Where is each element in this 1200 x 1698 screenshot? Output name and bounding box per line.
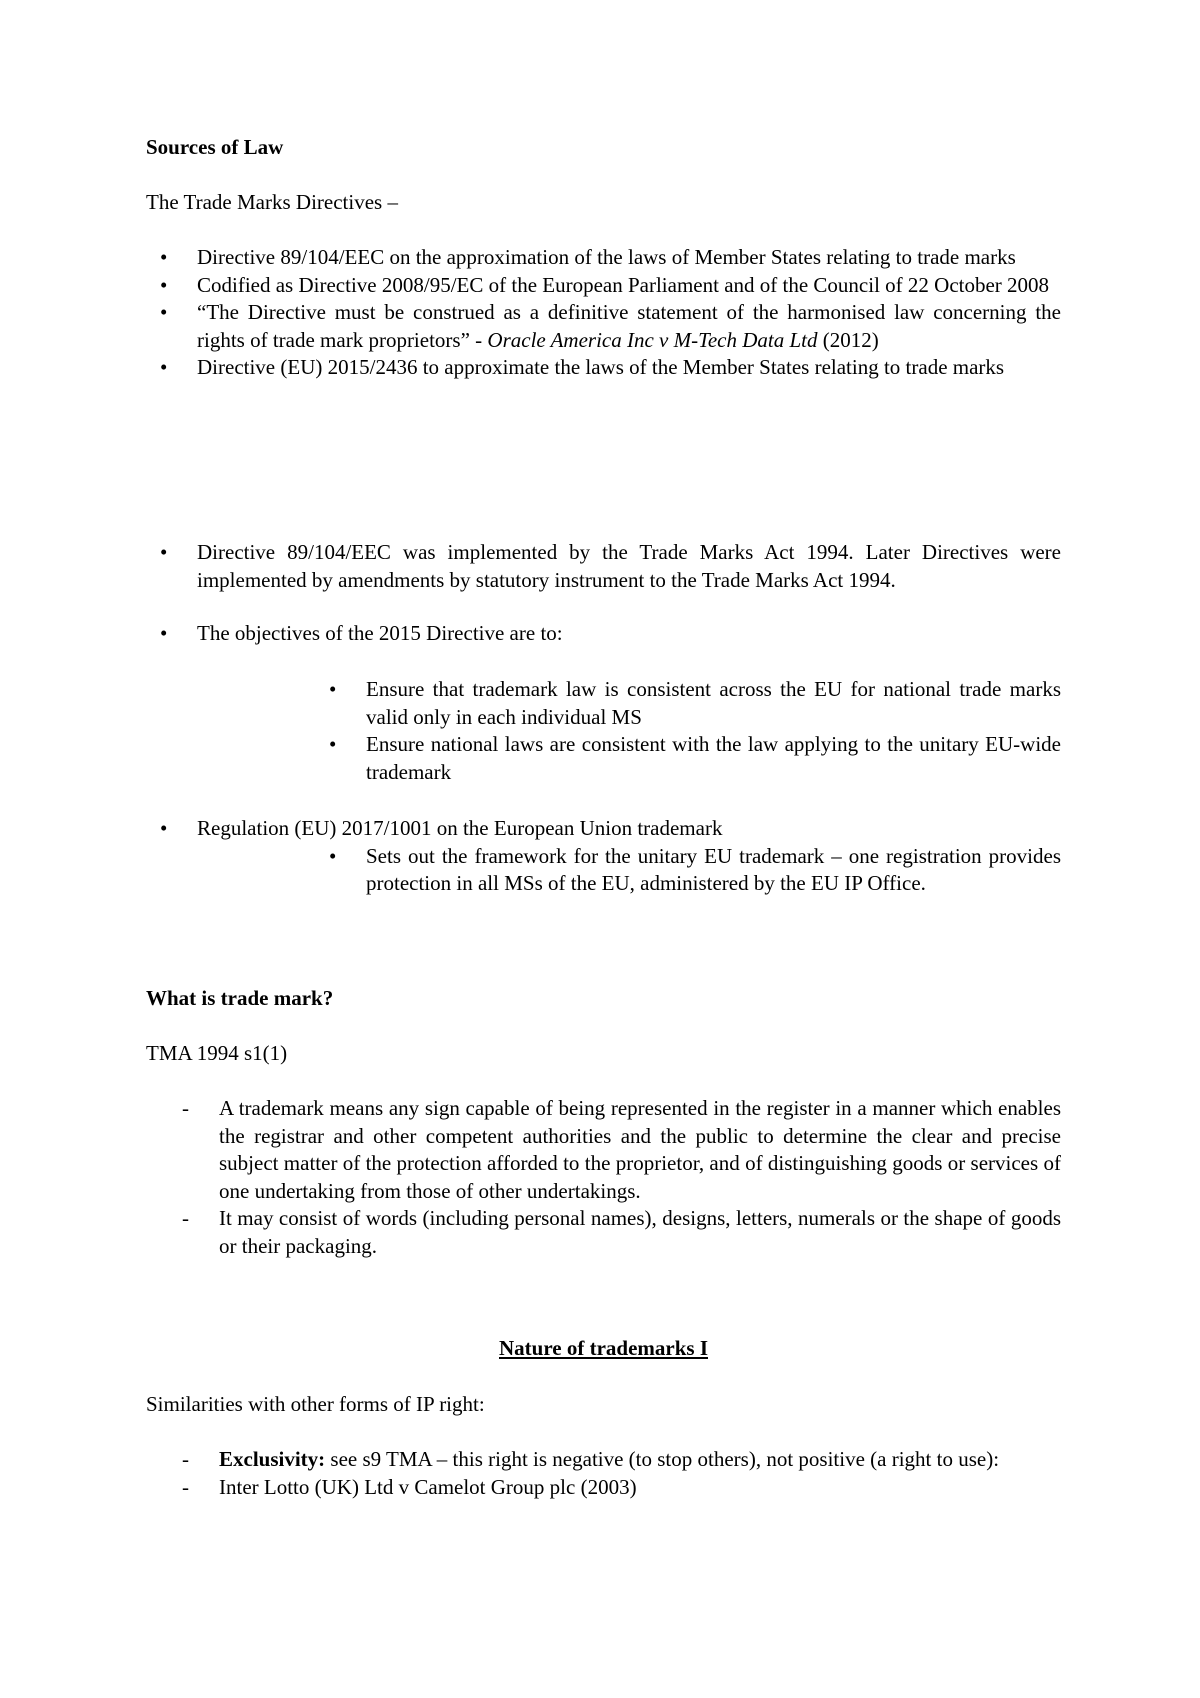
list-item bbox=[146, 676, 1061, 731]
heading-text: Nature of trademarks I bbox=[499, 1336, 708, 1360]
list-item-text: Sets out the framework for the unitary EU trademark – one registration provides protection in all MSs of the EU, administered by the EU IP Office. bbox=[366, 843, 1061, 895]
implementation-list bbox=[146, 539, 1061, 594]
list-item-text: It may consist of words (including personal names), designs, letters, numerals or the shape of goods or their packaging. bbox=[219, 1206, 1061, 1258]
list-item-text: Regulation (EU) 2017/1001 on the European Union trademark bbox=[197, 816, 723, 840]
list-item bbox=[146, 843, 1061, 898]
bullet-glyph: • bbox=[329, 732, 337, 756]
list-item-text: Directive 89/104/EEC on the approximation of the laws of Member States relating to trade marks bbox=[197, 245, 1016, 269]
bullet-glyph: • bbox=[160, 540, 168, 564]
bullet-glyph: • bbox=[160, 245, 168, 269]
similarities-list bbox=[146, 1446, 1061, 1501]
list-item bbox=[146, 299, 1061, 354]
list-item bbox=[146, 731, 1061, 786]
list-item bbox=[146, 539, 1061, 594]
list-item bbox=[146, 620, 1061, 648]
bullet-glyph: • bbox=[160, 300, 168, 324]
list-item-text: The objectives of the 2015 Directive are to: bbox=[197, 621, 563, 645]
list-item bbox=[146, 815, 1061, 843]
list-item-text: A trademark means any sign capable of being represented in the register in a manner which enables the registrar and other competent authorities and the public to determine the clear and precise subject matter of the protection afforded to the proprietor, and of distinguishing goods or services of one undertaking from those of other undertakings. bbox=[219, 1096, 1061, 1203]
list-item bbox=[146, 1446, 1061, 1474]
regulation-list bbox=[146, 815, 1061, 898]
dash-glyph: - bbox=[182, 1206, 189, 1230]
dash-glyph: - bbox=[182, 1096, 189, 1120]
exclusivity-label: Exclusivity: bbox=[219, 1447, 326, 1471]
bullet-glyph: • bbox=[329, 843, 337, 868]
list-item bbox=[146, 272, 1061, 300]
definition-list bbox=[146, 1095, 1061, 1260]
similarities-intro: Similarities with other forms of IP right: bbox=[146, 1392, 485, 1416]
list-item-text: Directive (EU) 2015/2436 to approximate the laws of the Member States relating to trade marks bbox=[197, 355, 1005, 379]
heading-sources-of-law: Sources of Law bbox=[146, 135, 284, 159]
list-item-text: Codified as Directive 2008/95/EC of the European Parliament and of the Council of 22 October 2008 bbox=[197, 272, 1050, 297]
bullet-glyph: • bbox=[160, 621, 168, 645]
heading-nature-of-trademarks bbox=[146, 1335, 1061, 1363]
exclusivity-text: see s9 TMA – this right is negative (to stop others), not positive (a right to use): bbox=[325, 1447, 1000, 1471]
list-item-text: Ensure national laws are consistent with the law applying to the unitary EU-wide trademark bbox=[366, 732, 1061, 784]
directives-intro: The Trade Marks Directives – bbox=[146, 190, 398, 214]
objectives-list bbox=[146, 620, 1061, 648]
bullet-glyph: • bbox=[160, 816, 168, 840]
list-item-text: Directive 89/104/EEC was implemented by the Trade Marks Act 1994. Later Directives were implemented by amendments by statutory instrument to the Trade Marks Act 1994. bbox=[197, 540, 1061, 592]
case-year: (2012) bbox=[817, 327, 879, 352]
dash-glyph: - bbox=[182, 1447, 189, 1471]
list-item bbox=[146, 1474, 1061, 1502]
bullet-glyph: • bbox=[329, 677, 337, 701]
list-item bbox=[146, 1205, 1061, 1260]
bullet-glyph: • bbox=[160, 272, 168, 297]
statute-reference: TMA 1994 s1(1) bbox=[146, 1041, 288, 1065]
case-name: Oracle America Inc v M-Tech Data Ltd bbox=[487, 327, 818, 352]
list-item bbox=[146, 1095, 1061, 1205]
list-item bbox=[146, 354, 1061, 382]
bullet-glyph: • bbox=[160, 355, 168, 379]
quote-text: “The Directive must be construed as a definitive statement of the harmonised law concerning the rights of trade mark proprietors” - bbox=[197, 300, 1061, 352]
list-item-text: Ensure that trademark law is consistent across the EU for national trade marks valid only in each individual MS bbox=[366, 677, 1061, 729]
dash-glyph: - bbox=[182, 1474, 189, 1499]
case-citation: Inter Lotto (UK) Ltd v Camelot Group plc (2003) bbox=[219, 1474, 637, 1499]
list-item bbox=[146, 244, 1061, 272]
directives-list bbox=[146, 244, 1061, 382]
objective-items-list bbox=[146, 676, 1061, 786]
heading-what-is-trade-mark: What is trade mark? bbox=[146, 986, 334, 1010]
